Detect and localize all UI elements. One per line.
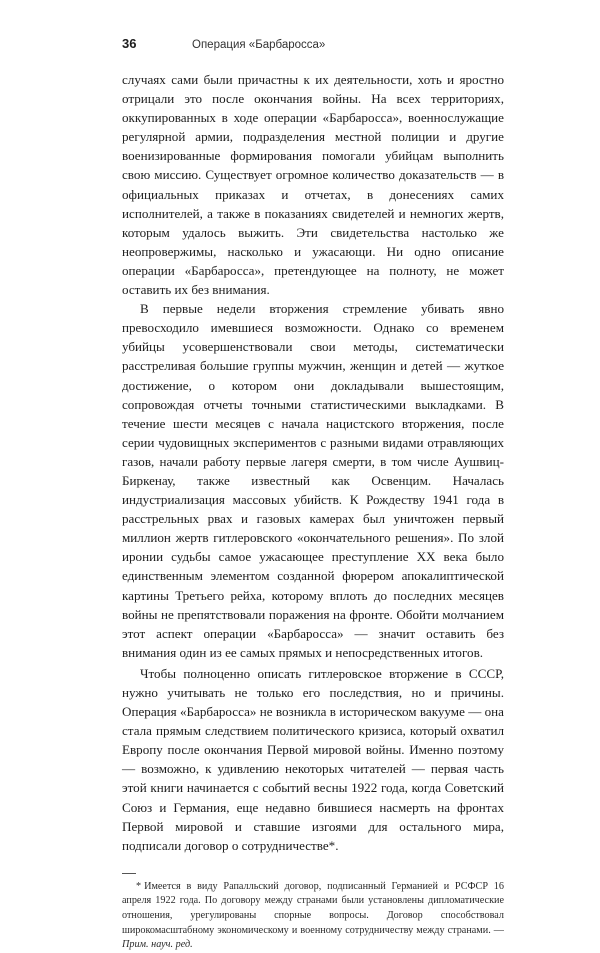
page-number: 36 bbox=[122, 36, 137, 51]
running-head bbox=[122, 36, 504, 58]
footnote bbox=[122, 880, 504, 953]
paragraph-2: В первые недели вторжения стремление убивать явно превосходило имевшиеся возможности. Однако со временем убийцы усовершенствовали свои методы, систематически расстреливая большие группы мужчин, женщин и детей — жуткое достижение, о котором они докладывали вышестоящим, сопровождая отчеты точными статистическими выкладками. В течение шести месяцев с начала нацистского вторжения, после серии чудовищных экспериментов с разными видами отравляющих газов, начали работу первые лагеря смерти, в том числе Аушвиц-Биркенау, также известный как Освенцим. Началась индустриализация массовых убийств. К Рождеству 1941 года в расстрельных рвах и газовых камерах был уничтожен первый миллион жертв гитлеровского «окончательного решения». По злой иронии судьбы самое ужасающее преступление XX века было единственным элементом созданной фюрером апокалиптической картины Третьего рейха, которому вплоть до последних месяцев войны не препятствовали поражения на фронте. Обойти молчанием этот аспект операции «Барбаросса» — значит оставить без внимания один из ее самых прямых и непосредственных итогов. bbox=[122, 301, 504, 660]
footnote-attribution: Прим. науч. ред. bbox=[122, 939, 193, 951]
footnote-mark: * bbox=[136, 880, 142, 892]
book-page bbox=[122, 36, 504, 953]
paragraph-3: Чтобы полноценно описать гитлеровское вторжение в СССР, нужно учитывать не только его последствия, но и причины. Операция «Барбаросса» не возникла в историческом вакууме — она стала прямым следствием политического кризиса, который охватил Европу после окончания Первой мировой войны. Именно поэтому — возможно, к удивлению некоторых читателей — первая часть этой книги начинается с событий весны 1922 года, когда Советский Союз и Германия, еще недавно бившиеся насмерть на фронтах Первой мировой и ставшие изгоями для остального мира, подписали договор о сотрудничестве*. bbox=[122, 665, 504, 853]
footnote-divider bbox=[122, 873, 136, 874]
footnote-text: Имеется в виду Рапалльский договор, подписанный Германией и РСФСР 16 апреля 1922 года. По договору между странами были установлены дипломатические отношения, урегулированы спорные вопросы. Договор способствовал широкомасштабному экономическому и военному сотрудничеству между странами. — bbox=[122, 880, 504, 936]
body-text bbox=[122, 70, 504, 855]
paragraph-1: случаях сами были причастны к их деятельности, хоть и яростно отрицали это после окончания войны. На всех территориях, оккупированных в ходе операции «Барбаросса», военнослужащие регулярной армии, подразделения местной полиции и другие военизированные формирования помогали убийцам выполнить свою миссию. Существует огромное количество доказательств — в официальных приказах и отчетах, в донесениях самих исполнителей, а также в показаниях свидетелей и немногих жертв, которым удалось выжить. Эти свидетельства настолько же неопровержимы, насколько и ужасающи. Ни одно описание операции «Барбаросса», претендующее на полноту, не может оставить их без внимания. bbox=[122, 72, 504, 298]
running-title: Операция «Барбаросса» bbox=[192, 39, 326, 51]
